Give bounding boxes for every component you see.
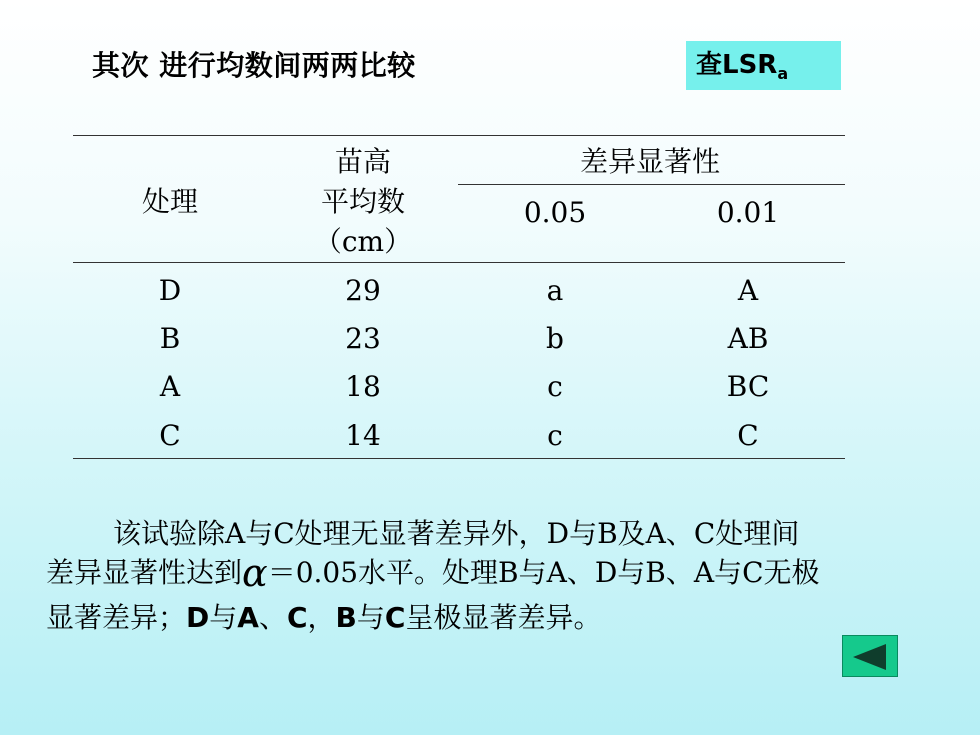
conclusion-line-3-part: 呈极显著差异。 [405,601,602,634]
cell-sig-005: b [546,322,564,355]
cell-sig-001: A [737,274,759,307]
lookup-lsr-box [686,41,841,90]
conclusion-line-3-part: 与 [209,601,238,634]
cell-mean: 29 [345,274,381,307]
header-significance: 差异显著性 [579,145,720,178]
header-mean-line2: 平均数 [320,185,405,218]
conclusion-line-3-part: C [286,601,308,634]
alpha-symbol: α [242,551,268,595]
cell-mean: 18 [345,370,381,403]
conclusion-line-3-part: D [186,601,210,634]
triangle-left-icon [843,636,899,678]
lookup-lsr-subscript: a [777,64,789,83]
conclusion-line-2 [46,551,820,595]
header-mean-line3: （cm） [313,225,413,258]
cell-sig-001: BC [726,370,770,403]
conclusion-line-3-part: 显著差异； [46,601,187,634]
table-header-rule [73,262,845,263]
cell-treatment: D [158,274,182,307]
header-mean-line1: 苗高 [334,145,391,178]
conclusion-line-3-part: A [237,601,259,634]
significance-header-rule [458,184,845,185]
conclusion-line-3 [46,601,601,635]
header-level-005: 0.05 [523,196,587,229]
lookup-lsr-label: 查LSR [696,50,778,80]
conclusion-line-3-part: ， [307,601,336,634]
conclusion-line-3-part: B [335,601,357,634]
cell-mean: 23 [345,322,381,355]
conclusion-line-1: 该试验除A与C处理无显著差异外，D与B及A、C处理间 [113,517,800,550]
cell-sig-001: AB [727,322,769,355]
header-level-001: 0.01 [716,196,780,229]
cell-mean: 14 [345,419,381,452]
conclusion-line-3-part: C [384,601,406,634]
cell-sig-005: c [547,419,563,452]
cell-sig-005: a [546,274,564,307]
cell-treatment: B [159,322,181,355]
conclusion-line-3-part: 、 [258,601,287,634]
conclusion-line-2-start: 差异显著性达到 [46,556,243,589]
heading: 其次 进行均数间两两比较 [92,49,416,82]
cell-sig-005: c [547,370,563,403]
back-button[interactable] [842,635,898,677]
table-bottom-rule [73,458,845,459]
cell-treatment: C [159,419,181,452]
table-top-rule [73,135,845,136]
cell-sig-001: C [737,419,759,452]
cell-treatment: A [159,370,181,403]
header-treatment: 处理 [141,185,198,218]
conclusion-line-3-part: 与 [356,601,385,634]
conclusion-line-2-end: ＝0.05水平。处理B与A、D与B、A与C无极 [267,556,820,589]
